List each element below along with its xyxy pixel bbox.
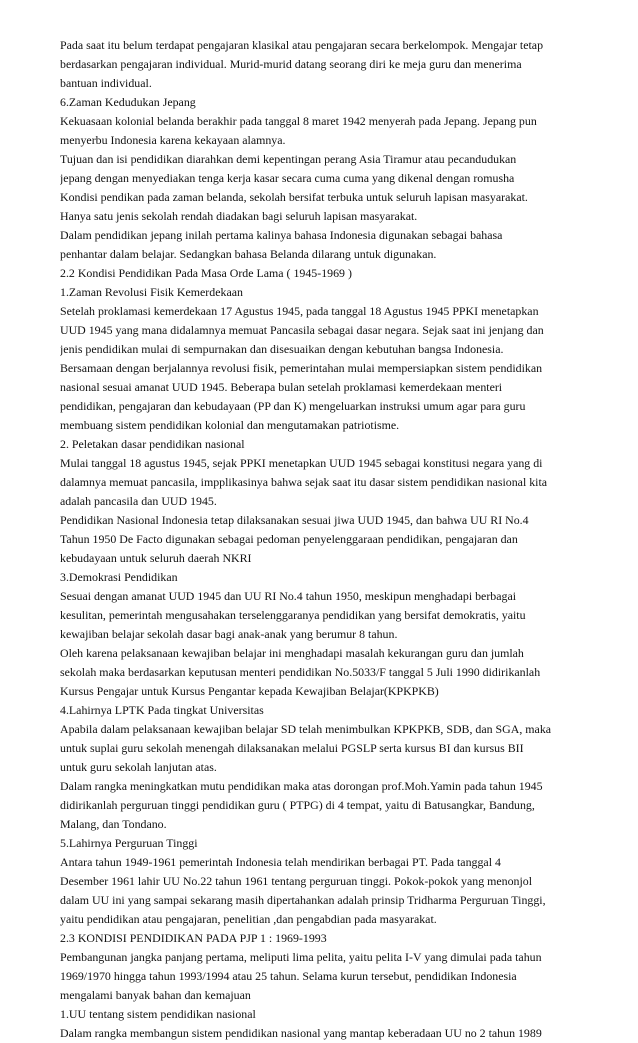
text-line: 1.UU tentang sistem pendidikan nasional [60, 1007, 256, 1021]
text-line: Pada saat itu belum terdapat pengajaran klasikal atau pengajaran secara berkelompok. Mengajar tetap [60, 38, 544, 52]
text-line: jepang dengan menyediakan tenga kerja kasar secara cuma cuma yang dikenal dengan romusha [60, 171, 515, 185]
text-line: adalah pancasila dan UUD 1945. [60, 494, 217, 508]
text-line: Setelah proklamasi kemerdekaan 17 Agustus 1945, pada tanggal 18 Agustus 1945 PPKI menetapkan [60, 304, 539, 318]
text-line: penhantar dalam belajar. Sedangkan bahasa Belanda dilarang untuk digunakan. [60, 247, 437, 261]
text-line: 4.Lahirnya LPTK Pada tingkat Universitas [60, 703, 264, 717]
text-line: berdasarkan pengajaran individual. Murid-murid datang seorang diri ke meja guru dan menerima [60, 57, 522, 71]
text-line: Dalam rangka membangun sistem pendidikan nasional yang mantap keberadaan UU no 2 tahun 1989 [60, 1026, 542, 1040]
text-line: yaitu pendidikan atau pengajaran, penelitian ,dan pengabdian pada masyarakat. [60, 912, 437, 926]
text-line: didirikanlah perguruan tinggi pendidikan guru ( PTPG) di 4 tempat, yaitu di Batusangkar, Bandung, [60, 798, 535, 812]
text-line: Oleh karena pelaksanaan kewajiban belajar ini menghadapi masalah kekurangan guru dan jumlah [60, 646, 524, 660]
text-line: kewajiban belajar sekolah dasar bagi anak-anak yang berumur 8 tahun. [60, 627, 398, 641]
text-line: Apabila dalam pelaksanaan kewajiban belajar SD telah menimbulkan KPKPKB, SDB, dan SGA, maka [60, 722, 552, 736]
text-line: UUD 1945 yang mana didalamnya memuat Pancasila sebagai dasar negara. Sejak saat ini jenjang dan [60, 323, 544, 337]
text-line: sekolah maka berdasarkan keputusan menteri pendidikan No.5033/F tanggal 5 Juli 1990 didirikanlah [60, 665, 541, 679]
text-line: dalam UU ini yang sampai sekarang masih dipertahankan adalah prinsip Tridharma Perguruan Tinggi, [60, 893, 546, 907]
text-line: Mulai tanggal 18 agustus 1945, sejak PPKI menetapkan UUD 1945 sebagai konstitusi negara yang di [60, 456, 543, 470]
text-line: 2.2 Kondisi Pendidikan Pada Masa Orde Lama ( 1945-1969 ) [60, 266, 352, 280]
text-line: kebudayaan untuk seluruh daerah NKRI [60, 551, 252, 565]
text-line: Tahun 1950 De Facto digunakan sebagai pedoman penyelenggaraan pendidikan, pengajaran dan [60, 532, 518, 546]
text-line: dalamnya memuat pancasila, impplikasinya bahwa sejak saat itu dasar sistem pendidikan nasional kita [60, 475, 548, 489]
text-line: Hanya satu jenis sekolah rendah diadakan bagi seluruh lapisan masyarakat. [60, 209, 418, 223]
text-line: Desember 1961 lahir UU No.22 tahun 1961 tentang perguruan tinggi. Pokok-pokok yang menonjol [60, 874, 533, 888]
text-line: 1969/1970 hingga tahun 1993/1994 atau 25 tahun. Selama kurun tersebut, pendidikan Indonesia [60, 969, 517, 983]
text-line: mengalami banyak bahan dan kemajuan [60, 988, 251, 1002]
text-line: 5.Lahirnya Perguruan Tinggi [60, 836, 198, 850]
text-line: Malang, dan Tondano. [60, 817, 167, 831]
text-line: Pembangunan jangka panjang pertama, meliputi lima pelita, yaitu pelita I-V yang dimulai pada tahun [60, 950, 542, 964]
text-line: Kursus Pengajar untuk Kursus Pengantar kepada Kewajiban Belajar(KPKPKB) [60, 684, 439, 698]
text-line: 6.Zaman Kedudukan Jepang [60, 95, 196, 109]
text-line: Kondisi pendikan pada zaman belanda, sekolah bersifat terbuka untuk seluruh lapisan masyarakat. [60, 190, 528, 204]
text-line: 1.Zaman Revolusi Fisik Kemerdekaan [60, 285, 243, 299]
text-line: nasional sesuai amanat UUD 1945. Beberapa bulan setelah proklamasi kemerdekaan menteri [60, 380, 503, 394]
text-line: 2.3 KONDISI PENDIDIKAN PADA PJP 1 : 1969-1993 [60, 931, 327, 945]
text-line: Tujuan dan isi pendidikan diarahkan demi kepentingan perang Asia Tiramur atau pecandudukan [60, 152, 517, 166]
text-line: pendidikan, pengajaran dan kebudayaan (PP dan K) mengeluarkan instruksi umum agar para guru [60, 399, 526, 413]
document-body [60, 36, 600, 1043]
text-line: Bersamaan dengan berjalannya revolusi fisik, pemerintahan mulai mempersiapkan sistem pendidikan [60, 361, 543, 375]
text-line: untuk suplai guru sekolah menengah dilaksanakan melalui PGSLP serta kursus BI dan kursus BII [60, 741, 524, 755]
text-line: jenis pendidikan mulai di sempurnakan dan disesuaikan dengan kebutuhan bangsa Indonesia. [60, 342, 504, 356]
text-line: Pendidikan Nasional Indonesia tetap dilaksanakan sesuai jiwa UUD 1945, dan bahwa UU RI No.4 [60, 513, 529, 527]
text-line: Kekuasaan kolonial belanda berakhir pada tanggal 8 maret 1942 menyerah pada Jepang. Jepang pun [60, 114, 537, 128]
text-line: 2. Peletakan dasar pendidikan nasional [60, 437, 245, 451]
text-line: menyerbu Indonesia karena kekayaan alamnya. [60, 133, 286, 147]
text-line: Dalam rangka meningkatkan mutu pendidikan maka atas dorongan prof.Moh.Yamin pada tahun 1945 [60, 779, 543, 793]
text-line: Dalam pendidikan jepang inilah pertama kalinya bahasa Indonesia digunakan sebagai bahasa [60, 228, 503, 242]
text-line: untuk guru sekolah lanjutan atas. [60, 760, 217, 774]
text-line: Antara tahun 1949-1961 pemerintah Indonesia telah mendirikan berbagai PT. Pada tanggal 4 [60, 855, 501, 869]
text-line: Sesuai dengan amanat UUD 1945 dan UU RI No.4 tahun 1950, meskipun menghadapi berbagai [60, 589, 517, 603]
text-line: kesulitan, pemerintah mengusahakan terselenggaranya pendidikan yang bersifat demokratis, yaitu [60, 608, 526, 622]
text-line: 3.Demokrasi Pendidikan [60, 570, 178, 584]
text-line: membuang sistem pendidikan kolonial dan mengutamakan patriotisme. [60, 418, 400, 432]
text-line: bantuan individual. [60, 76, 152, 90]
